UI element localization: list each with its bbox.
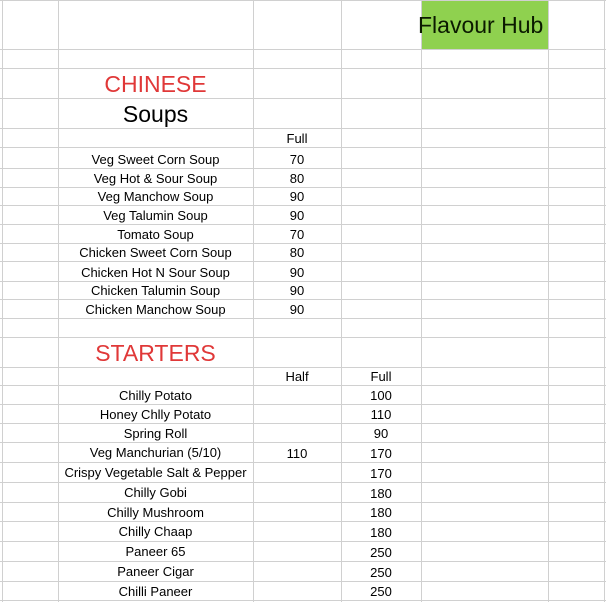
item-price-half[interactable] (253, 581, 341, 600)
item-name[interactable]: Chilly Gobi (124, 485, 187, 500)
item-name[interactable]: Veg Hot & Sour Soup (93, 171, 218, 186)
item-price-half[interactable] (253, 404, 341, 423)
grid-line (2, 0, 3, 602)
item-name[interactable]: Chicken Talumin Soup (90, 283, 221, 298)
item-price-full[interactable]: 250 (370, 584, 392, 599)
brand-title: Flavour Hub (418, 12, 544, 38)
item-price-full[interactable]: 250 (370, 565, 392, 580)
item-name[interactable]: Tomato Soup (117, 227, 194, 242)
item-price-full[interactable]: 90 (373, 426, 389, 441)
item-price-full[interactable]: 170 (370, 446, 392, 461)
grid-line (421, 0, 422, 602)
grid-line (548, 0, 549, 602)
item-name[interactable]: Chicken Hot N Sour Soup (81, 265, 230, 280)
item-price-full[interactable]: 110 (370, 407, 392, 422)
item-name[interactable]: Chilly Chaap (118, 524, 193, 539)
item-name[interactable]: Honey Chlly Potato (99, 407, 212, 422)
item-name[interactable]: Veg Talumin Soup (103, 208, 208, 223)
item-name[interactable]: Chilly Potato (119, 388, 192, 403)
item-price-full[interactable]: 70 (289, 152, 305, 167)
item-price-full[interactable]: 90 (289, 208, 305, 223)
item-price-half[interactable] (253, 482, 341, 502)
item-price-full[interactable]: 90 (289, 302, 305, 317)
item-price-half[interactable] (253, 541, 341, 561)
item-price-full[interactable]: 80 (289, 245, 305, 260)
item-price-full[interactable]: 90 (289, 265, 305, 280)
item-price-half[interactable]: 110 (286, 446, 308, 461)
item-name[interactable]: Chilli Paneer (118, 584, 193, 599)
column-header-full: Full (370, 369, 392, 384)
item-price-half[interactable] (253, 385, 341, 404)
item-name[interactable]: Spring Roll (123, 426, 188, 441)
item-name[interactable]: Paneer 65 (125, 544, 186, 559)
item-name[interactable]: Paneer Cigar (117, 564, 194, 579)
item-price-half[interactable] (253, 423, 341, 442)
item-price-full[interactable]: 80 (289, 171, 305, 186)
item-price-full[interactable]: 90 (289, 283, 305, 298)
item-price-full[interactable]: 100 (370, 388, 392, 403)
item-name[interactable]: Chicken Sweet Corn Soup (79, 245, 232, 260)
grid-line (0, 318, 606, 319)
item-name[interactable]: Veg Manchow Soup (97, 189, 214, 204)
section-title-starters: STARTERS (95, 340, 216, 366)
grid-line (0, 600, 606, 601)
item-name[interactable]: Veg Sweet Corn Soup (91, 152, 220, 167)
item-price-full[interactable]: 70 (289, 227, 305, 242)
item-price-half[interactable] (253, 561, 341, 581)
item-price-full[interactable]: 180 (370, 525, 392, 540)
item-price-half[interactable] (253, 462, 341, 482)
item-price-half[interactable] (253, 521, 341, 541)
item-name[interactable]: Veg Manchurian (5/10) (89, 445, 222, 460)
grid-line (0, 0, 606, 1)
column-header-full: Full (286, 131, 308, 146)
item-price-full[interactable]: 170 (370, 466, 392, 481)
subsection-title-soups: Soups (122, 101, 189, 127)
section-title-chinese: CHINESE (104, 71, 207, 97)
item-price-full[interactable]: 180 (370, 486, 392, 501)
item-name[interactable]: Chilly Mushroom (107, 505, 204, 520)
grid-line (0, 49, 606, 50)
item-price-full[interactable]: 180 (370, 505, 392, 520)
item-price-full[interactable]: 250 (370, 545, 392, 560)
item-name[interactable]: Crispy Vegetable Salt & Pepper (64, 465, 247, 480)
column-header-half: Half (285, 369, 309, 384)
item-price-full[interactable]: 90 (289, 189, 305, 204)
grid-line (604, 0, 605, 602)
item-name[interactable]: Chicken Manchow Soup (85, 302, 226, 317)
item-price-half[interactable] (253, 502, 341, 521)
